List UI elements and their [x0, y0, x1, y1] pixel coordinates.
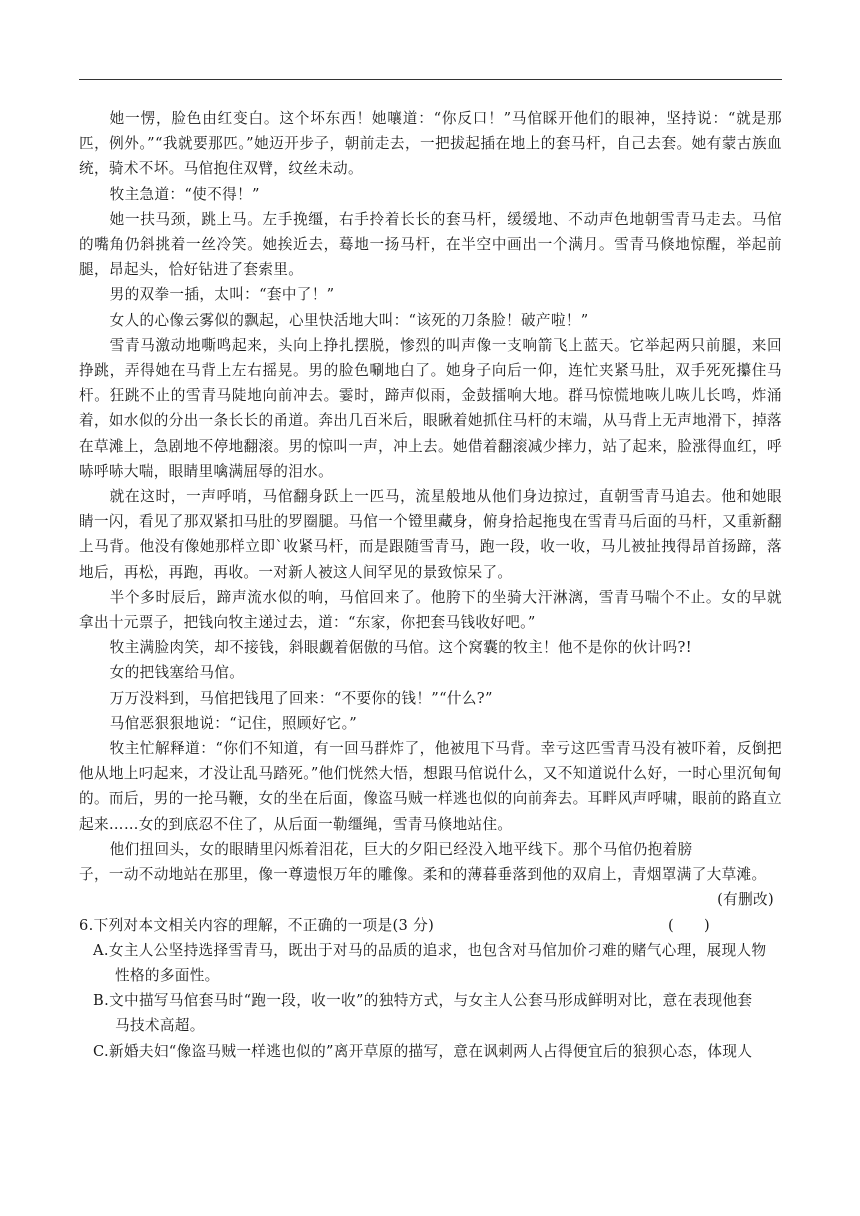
paragraph: 女的把钱塞给马倌。 [109, 664, 245, 682]
paragraph: 男的双拳一插，太叫：“套中了！” [109, 286, 335, 304]
paragraph: 女人的心像云雾似的飘起，心里快活地大叫：“该死的刀条脸！破产啦！” [109, 311, 589, 329]
paragraph: 万万没料到，马倌把钱甩了回来：“不要你的钱！”“什么?” [109, 689, 493, 707]
option-b [79, 988, 782, 1038]
option-a [79, 938, 782, 988]
paragraph: 就在这时，一声呼哨，马倌翻身跃上一匹马，流星般地从他们身边掠过，直朝雪青马追去。他和她眼睛一闪，看见了那双紧扣马肚的罗圈腿。马倌一个镫里藏身，俯身拾起拖曳在雪青马后面的马杆，又重新翻上马背。他没有像她那样立即`收紧马杆，而是跟随雪青马，跑一段，收一收，马儿被扯拽得昂首扬蹄，落地后，再松，再跑，再收。一对新人被这人间罕见的景致惊呆了。 [79, 488, 782, 581]
passage [79, 106, 782, 913]
question-6 [79, 913, 782, 1064]
option-text: 新婚夫妇“像盗马贼一样逃也似的”离开草原的描写，意在讽刺两人占得便宜后的狼狈心态，体现人 [109, 1042, 753, 1060]
option-text-continued: 性格的多面性。 [115, 966, 220, 984]
paragraph: 她一扶马颈，跳上马。左手挽缰，右手拎着长长的套马杆，缓缓地、不动声色地朝雪青马走去。马倌的嘴角仍斜挑着一丝冷笑。她挨近去，蓦地一扬马杆，在半空中画出一个满月。雪青马倏地惊醒，举起前腿，昂起头，恰好钻进了套索里。 [79, 210, 782, 279]
paragraph: 雪青马激动地嘶鸣起来，头向上挣扎摆脱，惨烈的叫声像一支响箭飞上蓝天。它举起两只前腿，来回挣跳，弄得她在马背上左右摇晃。男的脸色唰地白了。她身子向后一仰，连忙夹紧马肚，双手死死攥住马杆。狂跳不止的雪青马陡地向前冲去。霎时，蹄声似雨，金鼓擂响大地。群马惊慌地咴儿咴儿长鸣，炸涌着，如水似的分出一条长长的甬道。奔出几百米后，眼瞅着她抓住马杆的末端，从马背上无声地滑下，掉落在草滩上，急剧地不停地翻滚。男的惊叫一声，冲上去。她借着翻滚减少摔力，站了起来，脸涨得血红，呼哧呼哧大喘，眼睛里噙满屈辱的泪水。 [79, 336, 782, 480]
paragraph: 马倌恶狠狠地说：“记住，照顾好它。” [109, 714, 358, 732]
document-body [79, 106, 782, 1064]
paragraph: 牧主急道：“使不得！” [109, 185, 260, 203]
paragraph: 牧主忙解释道：“你们不知道，有一回马群炸了，他被甩下马背。幸亏这匹雪青马没有被吓着，反倒把他从地上叼起来，才没让乱马踏死。”他们恍然大悟，想跟马倌说什么，又不知道说什么好，一时心里沉甸甸的。而后，男的一抡马鞭，女的坐在后面，像盗马贼一样逃也似的向前奔去。耳畔风声呼啸，眼前的路直立起来……女的到底忍不住了，从后面一勒缰绳，雪青马倏地站住。 [79, 740, 782, 833]
option-text-continued: 马技术高超。 [115, 1017, 205, 1035]
paragraph: 她一愣，脸色由红变白。这个坏东西！她嚷道：“你反口！”马倌睬开他们的眼神，坚持说：“就是那匹，例外。”“我就要那匹。”她迈开步子，朝前走去，一把拔起插在地上的套马杆，自己去套。她有蒙古族血统，骑术不坏。马倌抱住双臂，纹丝未动。 [79, 110, 782, 178]
header-rule [79, 79, 782, 80]
option-label: B. [93, 992, 110, 1010]
paragraph: 半个多时辰后，蹄声流水似的响，马倌回来了。他胯下的坐骑大汗淋漓，雪青马喘个不止。女的早就拿出十元票子，把钱向牧主递过去，道：“东家，你把套马钱收好吧。” [79, 588, 782, 632]
option-label: A. [93, 941, 109, 959]
source-note: (有删改) [717, 891, 774, 909]
question-stem [79, 913, 782, 938]
option-c [79, 1039, 782, 1064]
paragraph-last-line1: 他们扭回头，女的眼睛里闪烁着泪花，巨大的夕阳已经没入地平线下。那个马倌仍抱着膀 [109, 840, 693, 858]
paragraph: 牧主满脸肉笑，却不接钱，斜眼觑着倨傲的马倌。这个窝囊的牧主！他不是你的伙计吗?! [109, 639, 692, 657]
option-label: C. [93, 1042, 109, 1060]
question-stem-text: 6.下列对本文相关内容的理解，不正确的一项是(3 分) [79, 916, 435, 934]
option-text: 女主人公坚持选择雪青马，既出于对马的品质的追求，也包含对马倌加价刁难的赌气心理，展现人物 [108, 941, 767, 959]
option-text: 文中描写马倌套马时“跑一段，收一收”的独特方式，与女主人公套马形成鲜明对比，意在表现他套 [109, 992, 753, 1010]
answer-blank: ( ) [668, 916, 710, 934]
paragraph-last-line2: 子，一动不动地站在那里，像一尊遗恨万年的雕像。柔和的薄暮垂落到他的双肩上，青烟罩满了大草滩。 [79, 866, 767, 884]
